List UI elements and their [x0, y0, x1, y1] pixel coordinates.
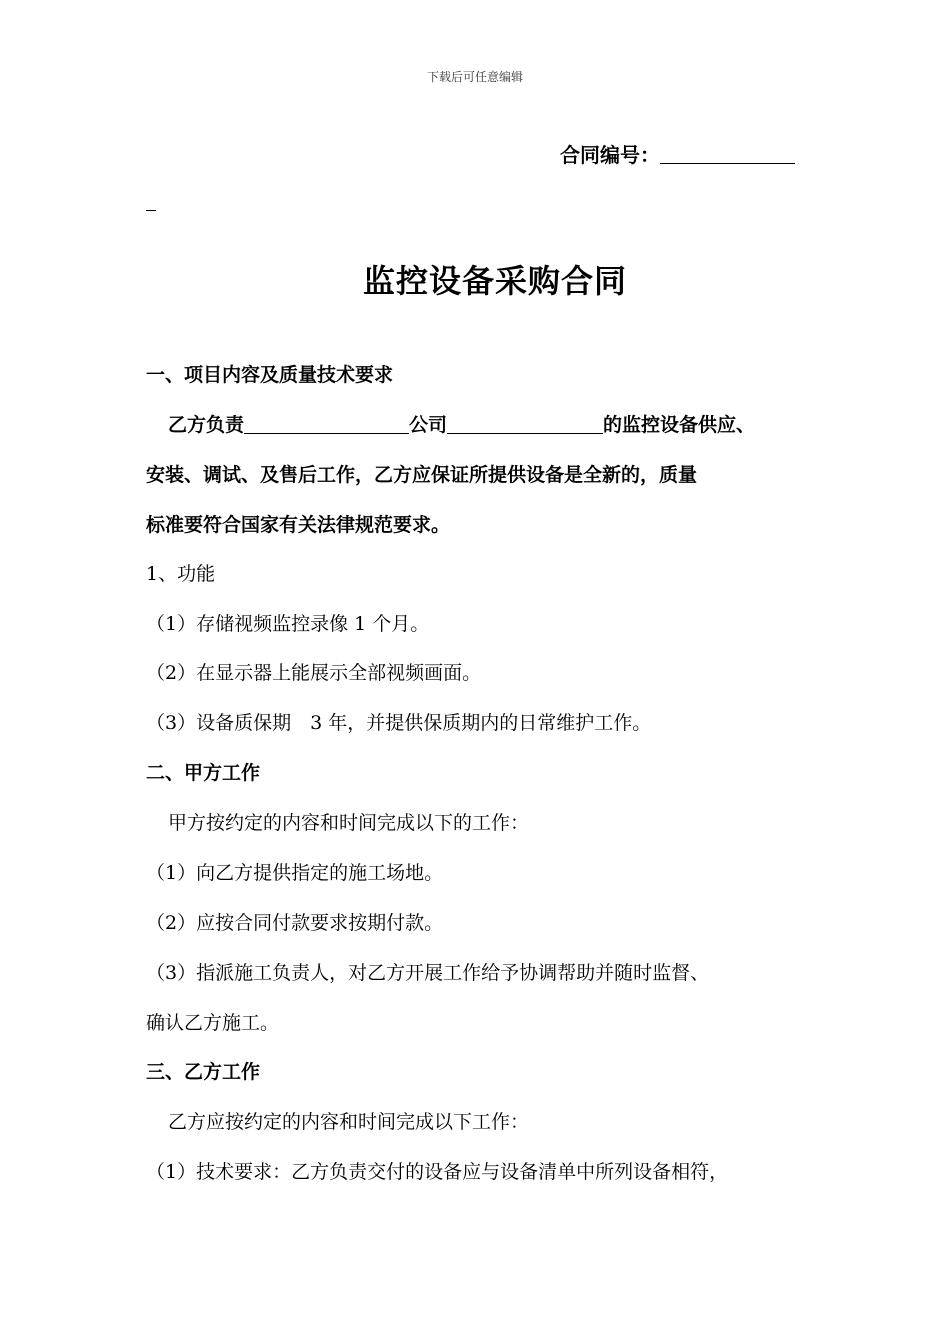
section2-item-2: （2）应按合同付款要求按期付款。	[146, 912, 444, 934]
contract-number-label: 合同编号：	[560, 143, 660, 167]
section1-item-3: （3）设备质保期 3 年，并提供保质期内的日常维护工作。	[146, 712, 652, 734]
section2-intro: 甲方按约定的内容和时间完成以下的工作：	[168, 812, 530, 834]
party-blank-1	[244, 413, 409, 434]
section3-heading: 三、乙方工作	[146, 1061, 261, 1083]
section3-item-1: （1）技术要求：乙方负责交付的设备应与设备清单中所列设备相符，	[146, 1161, 729, 1183]
section2-item-3-continued: 确认乙方施工。	[146, 1012, 280, 1034]
section1-item-1: （1）存储视频监控录像 1 个月。	[146, 613, 430, 635]
section1-p1-part-c: 的监控设备供应、	[603, 414, 756, 436]
section1-item-2: （2）在显示器上能展示全部视频画面。	[146, 662, 482, 684]
section2-item-1: （1）向乙方提供指定的施工场地。	[146, 862, 444, 884]
section1-p1-part-a: 乙方负责	[168, 414, 245, 436]
section2-item-3: （3）指派施工负责人，对乙方开展工作给予协调帮助并随时监督、	[146, 962, 710, 984]
section1-paragraph-line3: 标准要符合国家有关法律规范要求。	[146, 514, 451, 536]
contract-number-blank	[660, 143, 795, 164]
section1-paragraph-line1	[168, 412, 755, 438]
section3-intro: 乙方应按约定的内容和时间完成以下工作：	[168, 1111, 530, 1133]
section1-heading: 一、项目内容及质量技术要求	[146, 364, 394, 386]
stray-underscore	[146, 210, 156, 211]
section1-subheading-function: 1、功能	[146, 563, 216, 585]
document-title: 监控设备采购合同	[362, 262, 627, 300]
contract-number	[560, 139, 795, 168]
header-note: 下载后可任意编辑	[426, 70, 523, 84]
section1-paragraph-line2: 安装、调试、及售后工作，乙方应保证所提供设备是全新的，质量	[146, 464, 698, 486]
section2-heading: 二、甲方工作	[146, 762, 261, 784]
party-blank-2	[447, 413, 603, 434]
section1-p1-part-b: 公司	[409, 414, 448, 436]
